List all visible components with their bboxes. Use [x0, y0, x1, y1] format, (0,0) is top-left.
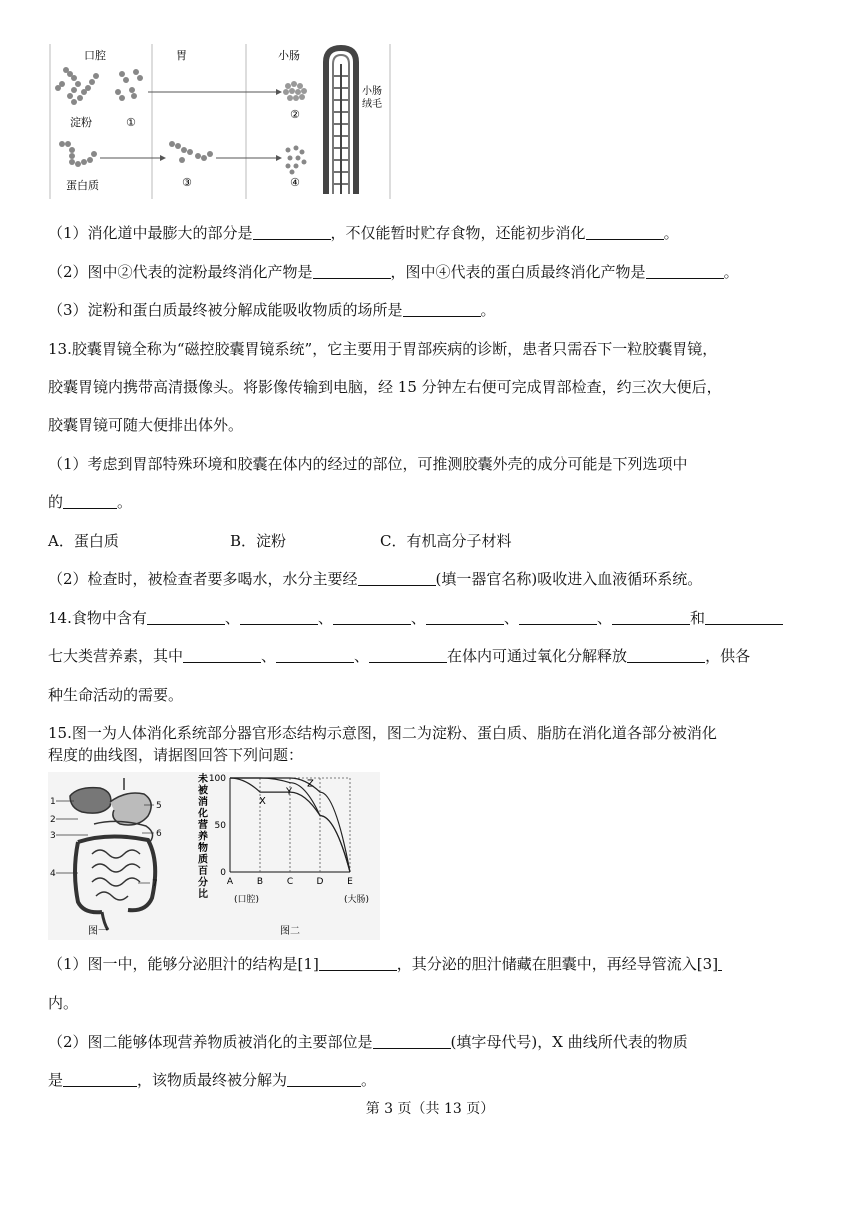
- organ-label-7: 7: [152, 879, 158, 889]
- villi-label-2: 绒毛: [362, 99, 382, 110]
- starch-chain-icon: [55, 67, 99, 105]
- marker-2: ②: [290, 108, 300, 121]
- q12-p1-text: （1）消化道中最膨大的部分是: [48, 224, 253, 242]
- q15-p2-end: 。: [361, 1071, 377, 1089]
- organ-label-6: 6: [156, 829, 162, 839]
- q15-p2-text4: ，该物质最终被分解为: [137, 1071, 288, 1089]
- answer-blank[interactable]: [403, 301, 481, 317]
- marker-3: ③: [182, 176, 192, 189]
- q12-p1-text2: ，不仅能暂时贮存食物，还能初步消化: [330, 224, 586, 242]
- q13-part1: （1）考虑到胃部特殊环境和胶囊在体内的经过的部位，可推测胶囊外壳的成分可能是下列选项中: [48, 455, 688, 473]
- q13-part2: [48, 569, 702, 589]
- q12-p2-text2: ，图中④代表的蛋白质最终消化产物是: [390, 263, 646, 281]
- q15-part1-cont: 内。: [48, 994, 79, 1012]
- sep: 、: [224, 609, 240, 627]
- option-a[interactable]: A．蛋白质: [48, 532, 119, 550]
- series-label-x: X: [259, 796, 266, 808]
- xlabel-mouth: (口腔): [234, 895, 260, 905]
- protein-label: 蛋白质: [66, 179, 99, 192]
- q15-p1-text2: ，其分泌的胆汁储藏在胆囊中，再经导管流入[3]: [396, 955, 719, 973]
- organ-label-2: 2: [50, 815, 56, 825]
- page-footer: 第 3 页（共 13 页）: [365, 1101, 495, 1117]
- answer-blank[interactable]: [369, 647, 447, 663]
- digestion-diagram: [48, 44, 393, 202]
- maltose-icon: [115, 69, 143, 101]
- answer-blank[interactable]: [612, 609, 690, 625]
- organ-label-5: 5: [156, 801, 162, 811]
- q15-p2-text: （2）图二能够体现营养物质被消化的主要部位是: [48, 1033, 373, 1051]
- series-label-y: Y: [286, 786, 293, 798]
- q15-p2-text2: (填字母代号)，X 曲线所代表的物质: [450, 1033, 688, 1051]
- xlabel-large-intestine: (大肠): [344, 895, 370, 905]
- polypeptide-icon: [169, 141, 213, 163]
- x-tick-label: A: [226, 877, 234, 887]
- sep: 、: [596, 609, 612, 627]
- answer-blank[interactable]: [276, 647, 354, 663]
- q14-line2: [48, 646, 750, 666]
- y-tick-label: 50: [214, 821, 226, 831]
- x-tick-label: C: [286, 877, 294, 887]
- caption-figure-1: 图一: [88, 926, 108, 937]
- col-mouth-label: 口腔: [84, 49, 106, 62]
- intestinal-villus-icon: [326, 48, 356, 194]
- q15-p2-text3: 是: [48, 1071, 64, 1089]
- sep: 、: [354, 647, 370, 665]
- q14-text4: ，供各: [705, 647, 751, 665]
- y-tick-label: 100: [208, 774, 226, 784]
- q12-p2-text: （2）图中②代表的淀粉最终消化产物是: [48, 263, 313, 281]
- answer-blank[interactable]: [519, 609, 597, 625]
- q12-p1-end: 。: [663, 224, 679, 242]
- q12-p3-end: 。: [480, 301, 496, 319]
- q12-p2-end: 。: [723, 263, 739, 281]
- chart-ylabel: 未被消化营养物质百分比: [198, 774, 208, 900]
- q12-part1: [48, 223, 679, 243]
- col-intestine-label: 小肠: [278, 49, 300, 62]
- x-tick-label: D: [316, 877, 324, 887]
- answer-blank[interactable]: [319, 955, 397, 971]
- answer-blank[interactable]: [63, 493, 117, 509]
- q15-part2: [48, 1032, 688, 1052]
- figure-digestive-system: [48, 772, 380, 940]
- option-b[interactable]: B．淀粉: [230, 532, 287, 550]
- starch-label: 淀粉: [70, 116, 92, 129]
- caption-figure-2: 图二: [280, 926, 300, 937]
- answer-blank[interactable]: [147, 609, 225, 625]
- y-tick-label: 0: [220, 868, 226, 878]
- q13-options: [48, 531, 511, 551]
- organ-label-3: 3: [50, 831, 56, 841]
- answer-blank[interactable]: [718, 955, 722, 971]
- answer-blank[interactable]: [586, 224, 664, 240]
- amino-acid-icon: [286, 146, 307, 175]
- answer-blank[interactable]: [358, 570, 436, 586]
- answer-blank[interactable]: [287, 1071, 361, 1087]
- q14-text2: 七大类营养素，其中: [48, 647, 184, 665]
- q13-line2: 胶囊胃镜内携带高清摄像头。将影像传输到电脑，经 15 分钟左右便可完成胃部检查，约三次大便后，: [48, 378, 722, 396]
- x-tick-label: E: [347, 877, 353, 887]
- answer-blank[interactable]: [313, 263, 391, 279]
- q13-line3: 胶囊胃镜可随大便排出体外。: [48, 416, 244, 434]
- q13-line1: 13.胶囊胃镜全称为“磁控胶囊胃镜系统”，它主要用于胃部疾病的诊断，患者只需吞下一粒胶囊胃镜，: [48, 340, 718, 358]
- sep: 、: [261, 647, 277, 665]
- answer-blank[interactable]: [333, 609, 411, 625]
- q15-line1: 15.图一为人体消化系统部分器官形态结构示意图，图二为淀粉、蛋白质、脂肪在消化道各部分被消化: [48, 724, 717, 742]
- marker-4: ④: [290, 176, 300, 189]
- q15-part2-cont: [48, 1070, 376, 1090]
- and: 和: [689, 609, 705, 627]
- col-stomach-label: 胃: [176, 49, 187, 62]
- q13-p2-text: （2）检查时，被检查者要多喝水，水分主要经: [48, 570, 358, 588]
- option-c[interactable]: C．有机高分子材料: [380, 532, 512, 550]
- q15-line2: 程度的曲线图，请据图回答下列问题：: [48, 746, 304, 764]
- x-tick-label: B: [256, 877, 264, 887]
- sep: 、: [410, 609, 426, 627]
- answer-blank[interactable]: [253, 224, 331, 240]
- answer-blank[interactable]: [705, 609, 783, 625]
- sep: 、: [317, 609, 333, 627]
- q14-text: 14.食物中含有: [48, 609, 147, 627]
- q12-p3-text: （3）淀粉和蛋白质最终被分解成能吸收物质的场所是: [48, 301, 403, 319]
- q13-part1-cont: [48, 492, 132, 512]
- answer-blank[interactable]: [183, 647, 261, 663]
- marker-1: ①: [126, 116, 136, 129]
- answer-blank[interactable]: [240, 609, 318, 625]
- glucose-cluster-icon: [283, 81, 307, 101]
- q15-p1-text: （1）图一中，能够分泌胆汁的结构是[1]: [48, 955, 319, 973]
- q12-part2: [48, 262, 739, 282]
- organ-label-1: 1: [50, 797, 56, 807]
- q13-p1-text: 的: [48, 493, 64, 511]
- q13-p1-end: 。: [117, 493, 133, 511]
- q13-p2-text2: (填一器官名称)吸收进入血液循环系统。: [435, 570, 703, 588]
- answer-blank[interactable]: [63, 1071, 137, 1087]
- q12-part3: [48, 300, 496, 320]
- series-label-z: Z: [307, 778, 314, 790]
- organ-label-4: 4: [50, 869, 56, 879]
- answer-blank[interactable]: [426, 609, 504, 625]
- q14-line3: 种生命活动的需要。: [48, 686, 184, 704]
- q14-line1: [48, 608, 783, 628]
- protein-chain-icon: [59, 141, 97, 167]
- q14-text3: 在体内可通过氧化分解释放: [447, 647, 628, 665]
- sep: 、: [503, 609, 519, 627]
- answer-blank[interactable]: [627, 647, 705, 663]
- answer-blank[interactable]: [646, 263, 724, 279]
- q15-part1: [48, 954, 722, 974]
- villi-label-1: 小肠: [362, 86, 382, 97]
- answer-blank[interactable]: [373, 1033, 451, 1049]
